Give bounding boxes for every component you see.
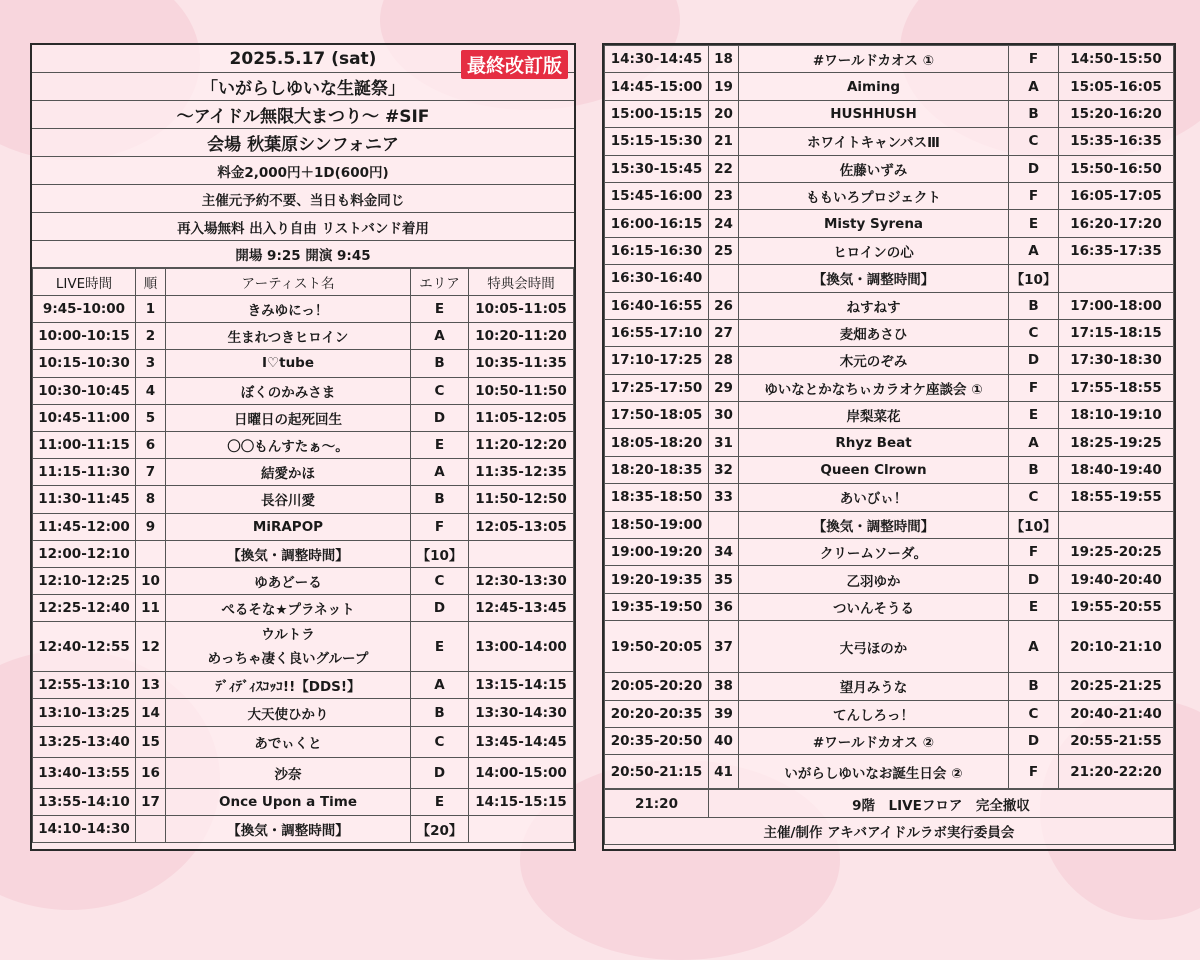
artist-name: ねすねす xyxy=(739,292,1009,319)
artist-name: Rhyz Beat xyxy=(739,429,1009,456)
artist-name: ﾃﾞｨﾃﾞｨｽｺｯｺ!!【DDS!】 xyxy=(166,672,411,699)
artist-name: ぼくのかみさま xyxy=(166,377,411,404)
order: 17 xyxy=(136,788,166,815)
order: 20 xyxy=(709,100,739,127)
benefit-time: 13:30-14:30 xyxy=(469,699,574,726)
artist-name: きみゆにっ！ xyxy=(166,296,411,323)
live-time: 11:15-11:30 xyxy=(33,459,136,486)
benefit-time: 18:40-19:40 xyxy=(1059,456,1174,483)
table-row xyxy=(605,46,1174,73)
area: B xyxy=(411,486,469,513)
break-row xyxy=(605,511,1174,538)
table-row xyxy=(605,73,1174,100)
benefit-time: 13:00-14:00 xyxy=(469,622,574,672)
left-panel xyxy=(30,43,576,851)
area: B xyxy=(411,699,469,726)
order xyxy=(709,511,739,538)
area: 【10】 xyxy=(1009,511,1059,538)
live-time: 14:30-14:45 xyxy=(605,46,709,73)
artist-name: Once Upon a Time xyxy=(166,788,411,815)
benefit-time: 19:40-20:40 xyxy=(1059,566,1174,593)
live-time: 10:15-10:30 xyxy=(33,350,136,377)
table-row xyxy=(605,237,1174,264)
live-time: 16:40-16:55 xyxy=(605,292,709,319)
order: 30 xyxy=(709,402,739,429)
order: 36 xyxy=(709,593,739,620)
artist-name: あでぃくと xyxy=(166,726,411,757)
closing-row xyxy=(605,790,1174,818)
live-time: 13:55-14:10 xyxy=(33,788,136,815)
live-time: 13:10-13:25 xyxy=(33,699,136,726)
table-row xyxy=(33,323,574,350)
order: 35 xyxy=(709,566,739,593)
benefit-time: 10:05-11:05 xyxy=(469,296,574,323)
area: B xyxy=(1009,456,1059,483)
table-row xyxy=(33,595,574,622)
table-row xyxy=(33,513,574,540)
order: 33 xyxy=(709,484,739,511)
area: 【10】 xyxy=(1009,265,1059,292)
benefit-time: 10:50-11:50 xyxy=(469,377,574,404)
table-row xyxy=(605,700,1174,727)
benefit-time xyxy=(1059,265,1174,292)
live-time: 17:25-17:50 xyxy=(605,374,709,401)
artist-name: #ワールドカオス ② xyxy=(739,727,1009,754)
benefit-time: 14:15-15:15 xyxy=(469,788,574,815)
order: 2 xyxy=(136,323,166,350)
table-row xyxy=(605,755,1174,789)
live-time: 12:10-12:25 xyxy=(33,567,136,594)
table-row xyxy=(605,673,1174,700)
table-row xyxy=(605,128,1174,155)
area: E xyxy=(411,788,469,815)
break-row xyxy=(605,265,1174,292)
benefit-time: 21:20-22:20 xyxy=(1059,755,1174,789)
open-start-times: 開場 9:25 開演 9:45 xyxy=(32,241,574,268)
benefit-time xyxy=(1059,511,1174,538)
artist-name: 【換気・調整時間】 xyxy=(166,540,411,567)
order: 26 xyxy=(709,292,739,319)
live-time: 16:30-16:40 xyxy=(605,265,709,292)
artist-name: 日曜日の起死回生 xyxy=(166,404,411,431)
area: F xyxy=(411,513,469,540)
benefit-time: 12:30-13:30 xyxy=(469,567,574,594)
order: 41 xyxy=(709,755,739,789)
artist-name: 結愛かほ xyxy=(166,459,411,486)
artist-name: いがらしゆいなお誕生日会 ② xyxy=(739,755,1009,789)
area: B xyxy=(411,350,469,377)
order xyxy=(136,540,166,567)
artist-name: 【換気・調整時間】 xyxy=(739,265,1009,292)
benefit-time: 14:50-15:50 xyxy=(1059,46,1174,73)
artist-name: ゆいなとかなちぃカラオケ座談会 ① xyxy=(739,374,1009,401)
col-benefit-time: 特典会時間 xyxy=(469,269,574,296)
benefit-time: 12:05-13:05 xyxy=(469,513,574,540)
revision-badge: 最終改訂版 xyxy=(461,50,568,79)
benefit-time: 16:35-17:35 xyxy=(1059,237,1174,264)
reentry-note: 再入場無料 出入り自由 リストバンド着用 xyxy=(32,213,574,241)
table-row xyxy=(33,757,574,788)
area: E xyxy=(1009,402,1059,429)
area: D xyxy=(1009,347,1059,374)
live-time: 12:55-13:10 xyxy=(33,672,136,699)
table-row xyxy=(33,486,574,513)
area: E xyxy=(1009,593,1059,620)
closing-time: 21:20 xyxy=(605,790,709,818)
order: 4 xyxy=(136,377,166,404)
event-title: 「いがらしゆいな生誕祭」 xyxy=(32,73,574,101)
order: 38 xyxy=(709,673,739,700)
order: 13 xyxy=(136,672,166,699)
artist-name: I♡tube xyxy=(166,350,411,377)
table-row xyxy=(605,621,1174,673)
benefit-time: 18:25-19:25 xyxy=(1059,429,1174,456)
artist-name: ぺるそな★プラネット xyxy=(166,595,411,622)
order: 12 xyxy=(136,622,166,672)
table-row xyxy=(605,182,1174,209)
live-time: 19:50-20:05 xyxy=(605,621,709,673)
table-row xyxy=(33,350,574,377)
benefit-time: 15:50-16:50 xyxy=(1059,155,1174,182)
area: A xyxy=(1009,621,1059,673)
artist-name: Misty Syrena xyxy=(739,210,1009,237)
table-row xyxy=(605,539,1174,566)
artist-name: クリームソーダ。 xyxy=(739,539,1009,566)
benefit-time: 20:10-21:10 xyxy=(1059,621,1174,673)
order xyxy=(136,815,166,842)
live-time: 10:30-10:45 xyxy=(33,377,136,404)
order: 10 xyxy=(136,567,166,594)
benefit-time xyxy=(469,540,574,567)
table-row xyxy=(605,727,1174,754)
benefit-time: 16:05-17:05 xyxy=(1059,182,1174,209)
table-row xyxy=(33,296,574,323)
artist-name: #ワールドカオス ① xyxy=(739,46,1009,73)
order: 1 xyxy=(136,296,166,323)
live-time: 15:45-16:00 xyxy=(605,182,709,209)
area: A xyxy=(411,672,469,699)
live-time: 15:15-15:30 xyxy=(605,128,709,155)
benefit-time: 17:00-18:00 xyxy=(1059,292,1174,319)
closing-table xyxy=(604,789,1174,845)
order: 29 xyxy=(709,374,739,401)
order: 22 xyxy=(709,155,739,182)
benefit-time: 13:45-14:45 xyxy=(469,726,574,757)
order: 9 xyxy=(136,513,166,540)
order: 31 xyxy=(709,429,739,456)
area: D xyxy=(1009,727,1059,754)
area: C xyxy=(1009,128,1059,155)
artist-name: 大弓ほのか xyxy=(739,621,1009,673)
live-time: 15:30-15:45 xyxy=(605,155,709,182)
table-row xyxy=(605,566,1174,593)
order: 19 xyxy=(709,73,739,100)
artist-name: てんしろっ！ xyxy=(739,700,1009,727)
live-time: 20:05-20:20 xyxy=(605,673,709,700)
order: 15 xyxy=(136,726,166,757)
live-time: 16:15-16:30 xyxy=(605,237,709,264)
right-panel xyxy=(602,43,1176,851)
order: 23 xyxy=(709,182,739,209)
artist-name: Queen Clrown xyxy=(739,456,1009,483)
artist-name: ついんそうる xyxy=(739,593,1009,620)
benefit-time: 12:45-13:45 xyxy=(469,595,574,622)
area: C xyxy=(1009,319,1059,346)
live-time: 11:45-12:00 xyxy=(33,513,136,540)
order: 14 xyxy=(136,699,166,726)
artist-name: ヒロインの心 xyxy=(739,237,1009,264)
area: A xyxy=(411,323,469,350)
benefit-time: 10:35-11:35 xyxy=(469,350,574,377)
artist-name: 望月みうな xyxy=(739,673,1009,700)
benefit-time: 11:05-12:05 xyxy=(469,404,574,431)
area: C xyxy=(411,377,469,404)
benefit-time: 17:30-18:30 xyxy=(1059,347,1174,374)
table-row xyxy=(605,210,1174,237)
area: E xyxy=(411,431,469,458)
artist-name: 沙奈 xyxy=(166,757,411,788)
event-subtitle: 〜アイドル無限大まつり〜 #SIF xyxy=(32,101,574,129)
col-area: エリア xyxy=(411,269,469,296)
live-time: 15:00-15:15 xyxy=(605,100,709,127)
live-time: 16:00-16:15 xyxy=(605,210,709,237)
live-time: 11:00-11:15 xyxy=(33,431,136,458)
area: D xyxy=(1009,566,1059,593)
order: 3 xyxy=(136,350,166,377)
artist-name: 〇〇もんすたぁ〜。 xyxy=(166,431,411,458)
artist-name: あいびぃ！ xyxy=(739,484,1009,511)
order: 18 xyxy=(709,46,739,73)
area: E xyxy=(1009,210,1059,237)
benefit-time: 17:55-18:55 xyxy=(1059,374,1174,401)
live-time: 18:50-19:00 xyxy=(605,511,709,538)
benefit-time: 19:55-20:55 xyxy=(1059,593,1174,620)
benefit-time: 17:15-18:15 xyxy=(1059,319,1174,346)
area: A xyxy=(1009,429,1059,456)
table-row xyxy=(605,347,1174,374)
area: F xyxy=(1009,46,1059,73)
table-row xyxy=(605,593,1174,620)
area: E xyxy=(411,622,469,672)
col-artist: アーティスト名 xyxy=(166,269,411,296)
artist-name: ゆあどーる xyxy=(166,567,411,594)
table-row xyxy=(33,622,574,672)
area: F xyxy=(1009,755,1059,789)
order: 11 xyxy=(136,595,166,622)
artist-name: ウルトラ めっちゃ凄く良いグループ xyxy=(166,622,411,672)
benefit-time: 11:50-12:50 xyxy=(469,486,574,513)
area: C xyxy=(1009,700,1059,727)
benefit-time xyxy=(469,815,574,842)
table-row xyxy=(33,431,574,458)
fee: 料金2,000円＋1D(600円) xyxy=(32,157,574,185)
artist-name: ホワイトキャンパスⅢ xyxy=(739,128,1009,155)
header-block xyxy=(32,45,574,268)
live-time: 20:35-20:50 xyxy=(605,727,709,754)
benefit-time: 18:10-19:10 xyxy=(1059,402,1174,429)
area: B xyxy=(1009,673,1059,700)
area: A xyxy=(1009,73,1059,100)
benefit-time: 20:40-21:40 xyxy=(1059,700,1174,727)
artist-name: 木元のぞみ xyxy=(739,347,1009,374)
live-time: 10:00-10:15 xyxy=(33,323,136,350)
area: F xyxy=(1009,374,1059,401)
table-row xyxy=(605,402,1174,429)
area: C xyxy=(411,726,469,757)
live-time: 20:20-20:35 xyxy=(605,700,709,727)
table-row xyxy=(33,788,574,815)
area: C xyxy=(411,567,469,594)
benefit-time: 15:20-16:20 xyxy=(1059,100,1174,127)
order: 34 xyxy=(709,539,739,566)
area: A xyxy=(1009,237,1059,264)
artist-name: 岸梨菜花 xyxy=(739,402,1009,429)
area: 【20】 xyxy=(411,815,469,842)
area: 【10】 xyxy=(411,540,469,567)
live-time: 19:35-19:50 xyxy=(605,593,709,620)
artist-name: 大天使ひかり xyxy=(166,699,411,726)
live-time: 12:00-12:10 xyxy=(33,540,136,567)
area: D xyxy=(1009,155,1059,182)
col-order: 順 xyxy=(136,269,166,296)
artist-name: 乙羽ゆか xyxy=(739,566,1009,593)
benefit-time: 18:55-19:55 xyxy=(1059,484,1174,511)
organizer: 主催/制作 アキバアイドルラボ実行委員会 xyxy=(605,818,1174,845)
table-row xyxy=(605,429,1174,456)
benefit-time: 15:35-16:35 xyxy=(1059,128,1174,155)
benefit-time: 13:15-14:15 xyxy=(469,672,574,699)
benefit-time: 11:35-12:35 xyxy=(469,459,574,486)
timetable-left xyxy=(32,268,574,843)
timetable-right xyxy=(604,45,1174,789)
live-time: 10:45-11:00 xyxy=(33,404,136,431)
live-time: 20:50-21:15 xyxy=(605,755,709,789)
order: 6 xyxy=(136,431,166,458)
col-live-time: LIVE時間 xyxy=(33,269,136,296)
live-time: 12:40-12:55 xyxy=(33,622,136,672)
table-row xyxy=(605,319,1174,346)
area: D xyxy=(411,404,469,431)
live-time: 13:25-13:40 xyxy=(33,726,136,757)
live-time: 18:35-18:50 xyxy=(605,484,709,511)
benefit-time: 19:25-20:25 xyxy=(1059,539,1174,566)
table-row xyxy=(605,374,1174,401)
live-time: 14:10-14:30 xyxy=(33,815,136,842)
live-time: 11:30-11:45 xyxy=(33,486,136,513)
benefit-time: 20:25-21:25 xyxy=(1059,673,1174,700)
benefit-time: 11:20-12:20 xyxy=(469,431,574,458)
order: 21 xyxy=(709,128,739,155)
live-time: 18:20-18:35 xyxy=(605,456,709,483)
order: 39 xyxy=(709,700,739,727)
live-time: 9:45-10:00 xyxy=(33,296,136,323)
table-row xyxy=(33,404,574,431)
closing-text: 9階 LIVEフロア 完全撤収 xyxy=(709,790,1174,818)
artist-name: 佐藤いずみ xyxy=(739,155,1009,182)
table-row xyxy=(605,292,1174,319)
order xyxy=(709,265,739,292)
live-time: 17:50-18:05 xyxy=(605,402,709,429)
break-row xyxy=(33,815,574,842)
live-time: 19:00-19:20 xyxy=(605,539,709,566)
artist-name: 生まれつきヒロイン xyxy=(166,323,411,350)
artist-name: 【換気・調整時間】 xyxy=(739,511,1009,538)
table-row xyxy=(33,377,574,404)
reservation-note: 主催元予約不要、当日も料金同じ xyxy=(32,185,574,213)
event-date: 2025.5.17 (sat) xyxy=(32,45,574,73)
area: E xyxy=(411,296,469,323)
area: D xyxy=(411,595,469,622)
footer-row xyxy=(605,818,1174,845)
artist-name: 麦畑あさひ xyxy=(739,319,1009,346)
artist-name: MiRAPOP xyxy=(166,513,411,540)
order: 7 xyxy=(136,459,166,486)
table-row xyxy=(605,484,1174,511)
artist-name: HUSHHUSH xyxy=(739,100,1009,127)
venue: 会場 秋葉原シンフォニア xyxy=(32,129,574,157)
artist-name: 【換気・調整時間】 xyxy=(166,815,411,842)
order: 5 xyxy=(136,404,166,431)
table-row xyxy=(33,699,574,726)
artist-name: 長谷川愛 xyxy=(166,486,411,513)
live-time: 19:20-19:35 xyxy=(605,566,709,593)
benefit-time: 14:00-15:00 xyxy=(469,757,574,788)
benefit-time: 16:20-17:20 xyxy=(1059,210,1174,237)
order: 40 xyxy=(709,727,739,754)
order: 25 xyxy=(709,237,739,264)
benefit-time: 15:05-16:05 xyxy=(1059,73,1174,100)
area: C xyxy=(1009,484,1059,511)
table-row xyxy=(605,456,1174,483)
table-row xyxy=(605,100,1174,127)
benefit-time: 20:55-21:55 xyxy=(1059,727,1174,754)
live-time: 18:05-18:20 xyxy=(605,429,709,456)
area: B xyxy=(1009,292,1059,319)
order: 24 xyxy=(709,210,739,237)
area: D xyxy=(411,757,469,788)
order: 37 xyxy=(709,621,739,673)
live-time: 13:40-13:55 xyxy=(33,757,136,788)
order: 32 xyxy=(709,456,739,483)
artist-name: Aiming xyxy=(739,73,1009,100)
area: A xyxy=(411,459,469,486)
table-row xyxy=(33,672,574,699)
area: F xyxy=(1009,539,1059,566)
order: 16 xyxy=(136,757,166,788)
table-row xyxy=(605,155,1174,182)
table-row xyxy=(33,567,574,594)
table-row xyxy=(33,726,574,757)
order: 28 xyxy=(709,347,739,374)
live-time: 17:10-17:25 xyxy=(605,347,709,374)
area: B xyxy=(1009,100,1059,127)
benefit-time: 10:20-11:20 xyxy=(469,323,574,350)
artist-name: ももいろプロジェクト xyxy=(739,182,1009,209)
live-time: 16:55-17:10 xyxy=(605,319,709,346)
live-time: 12:25-12:40 xyxy=(33,595,136,622)
area: F xyxy=(1009,182,1059,209)
order: 8 xyxy=(136,486,166,513)
table-row xyxy=(33,459,574,486)
order: 27 xyxy=(709,319,739,346)
break-row xyxy=(33,540,574,567)
live-time: 14:45-15:00 xyxy=(605,73,709,100)
table-header xyxy=(33,269,574,296)
